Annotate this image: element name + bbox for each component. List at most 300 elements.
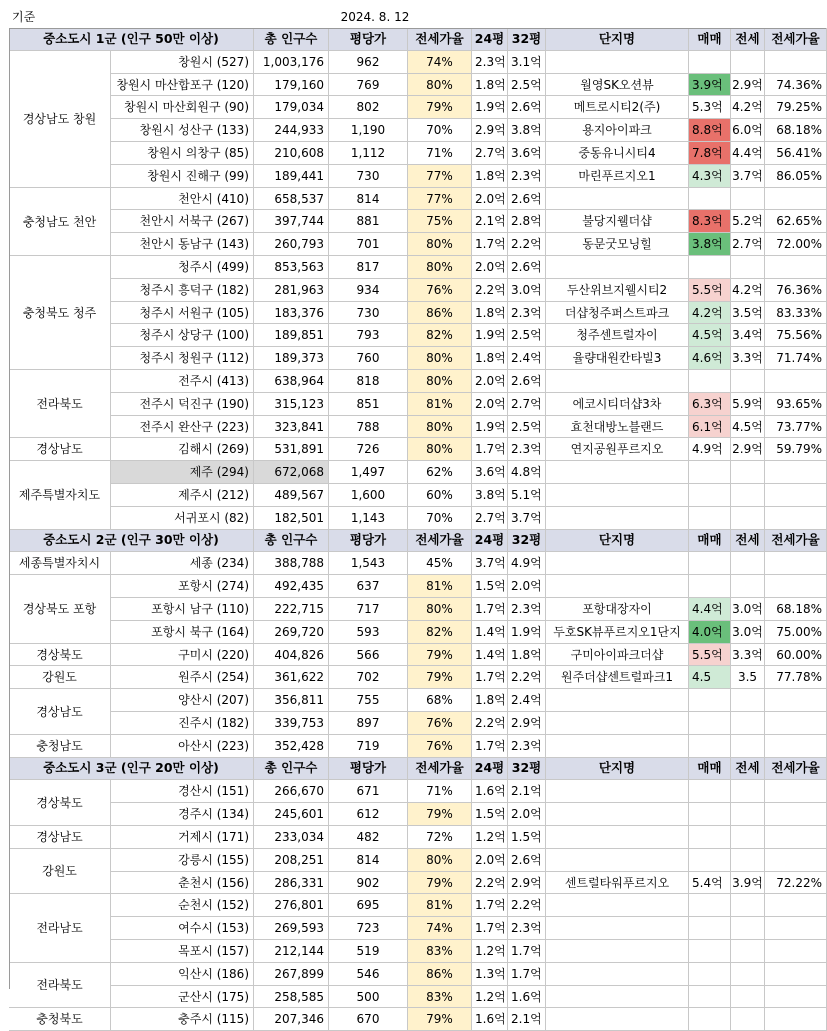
complex-name-cell[interactable]: 포항대장자이 xyxy=(546,598,689,621)
sale-price-cell[interactable] xyxy=(689,552,731,575)
price-24-cell[interactable]: 1.8억 xyxy=(472,302,508,324)
population-cell[interactable]: 182,501 xyxy=(254,507,329,530)
jeonse-ratio-cell[interactable]: 79% xyxy=(408,872,472,894)
complex-ratio-cell[interactable] xyxy=(765,1008,827,1031)
jeonse-price-cell[interactable] xyxy=(731,986,765,1008)
price-per-pyeong-cell[interactable]: 897 xyxy=(329,712,408,735)
complex-name-cell[interactable] xyxy=(546,370,689,393)
header-population[interactable]: 총 인구수 xyxy=(254,530,329,552)
sale-price-cell[interactable] xyxy=(689,894,731,917)
city-cell[interactable]: 순천시 (152) xyxy=(111,894,254,917)
population-cell[interactable]: 189,441 xyxy=(254,165,329,188)
price-32-cell[interactable]: 2.5억 xyxy=(508,324,546,347)
complex-ratio-cell[interactable] xyxy=(765,370,827,393)
population-cell[interactable]: 638,964 xyxy=(254,370,329,393)
jeonse-price-cell[interactable] xyxy=(731,370,765,393)
complex-ratio-cell[interactable] xyxy=(765,803,827,826)
header-complex[interactable]: 단지명 xyxy=(546,758,689,780)
population-cell[interactable]: 286,331 xyxy=(254,872,329,894)
sale-price-cell[interactable]: 3.8억 xyxy=(689,233,731,256)
complex-ratio-cell[interactable] xyxy=(765,507,827,530)
population-cell[interactable]: 1,003,176 xyxy=(254,51,329,74)
price-per-pyeong-cell[interactable]: 730 xyxy=(329,302,408,324)
section-title[interactable]: 중소도시 2군 (인구 30만 이상) xyxy=(9,530,254,552)
sale-price-cell[interactable]: 4.2억 xyxy=(689,302,731,324)
sale-price-cell[interactable] xyxy=(689,575,731,598)
price-per-pyeong-cell[interactable]: 730 xyxy=(329,165,408,188)
population-cell[interactable]: 352,428 xyxy=(254,735,329,758)
complex-name-cell[interactable] xyxy=(546,712,689,735)
price-32-cell[interactable]: 2.2억 xyxy=(508,666,546,689)
price-24-cell[interactable]: 2.7억 xyxy=(472,142,508,165)
price-32-cell[interactable]: 2.0억 xyxy=(508,803,546,826)
header-jeonse-ratio[interactable]: 전세가율 xyxy=(408,530,472,552)
city-cell[interactable]: 제주 (294) xyxy=(111,461,254,484)
sale-price-cell[interactable]: 5.4억 xyxy=(689,872,731,894)
price-24-cell[interactable]: 1.7억 xyxy=(472,233,508,256)
price-per-pyeong-cell[interactable]: 723 xyxy=(329,917,408,940)
price-24-cell[interactable]: 1.6억 xyxy=(472,1008,508,1031)
complex-name-cell[interactable] xyxy=(546,552,689,575)
price-24-cell[interactable]: 1.3억 xyxy=(472,963,508,986)
sale-price-cell[interactable]: 4.9억 xyxy=(689,438,731,461)
price-24-cell[interactable]: 2.0억 xyxy=(472,188,508,210)
population-cell[interactable]: 210,608 xyxy=(254,142,329,165)
price-32-cell[interactable]: 3.7억 xyxy=(508,507,546,530)
price-per-pyeong-cell[interactable]: 519 xyxy=(329,940,408,963)
price-32-cell[interactable]: 1.5억 xyxy=(508,826,546,849)
price-24-cell[interactable]: 1.7억 xyxy=(472,894,508,917)
population-cell[interactable]: 356,811 xyxy=(254,689,329,712)
price-24-cell[interactable]: 2.0억 xyxy=(472,370,508,393)
sale-price-cell[interactable] xyxy=(689,803,731,826)
price-32-cell[interactable]: 3.8억 xyxy=(508,119,546,142)
price-per-pyeong-cell[interactable]: 755 xyxy=(329,689,408,712)
header-population[interactable]: 총 인구수 xyxy=(254,28,329,51)
region-name[interactable]: 전라남도 xyxy=(9,894,111,963)
header-sale[interactable]: 매매 xyxy=(689,28,731,51)
jeonse-price-cell[interactable] xyxy=(731,51,765,74)
sale-price-cell[interactable] xyxy=(689,507,731,530)
price-32-cell[interactable]: 2.8억 xyxy=(508,210,546,233)
complex-ratio-cell[interactable] xyxy=(765,689,827,712)
population-cell[interactable]: 531,891 xyxy=(254,438,329,461)
population-cell[interactable]: 208,251 xyxy=(254,849,329,872)
price-32-cell[interactable]: 2.3억 xyxy=(508,438,546,461)
complex-ratio-cell[interactable]: 74.36% xyxy=(765,74,827,96)
complex-ratio-cell[interactable] xyxy=(765,552,827,575)
price-per-pyeong-cell[interactable]: 760 xyxy=(329,347,408,370)
sale-price-cell[interactable]: 4.0억 xyxy=(689,621,731,644)
jeonse-ratio-cell[interactable]: 81% xyxy=(408,894,472,917)
price-32-cell[interactable]: 2.5억 xyxy=(508,416,546,438)
complex-name-cell[interactable]: 마린푸르지오1 xyxy=(546,165,689,188)
price-24-cell[interactable]: 3.6억 xyxy=(472,461,508,484)
price-per-pyeong-cell[interactable]: 793 xyxy=(329,324,408,347)
complex-name-cell[interactable] xyxy=(546,507,689,530)
region-name[interactable]: 전라북도 xyxy=(9,963,111,1008)
city-cell[interactable]: 포항시 남구 (110) xyxy=(111,598,254,621)
region-name[interactable]: 전라북도 xyxy=(9,370,111,438)
population-cell[interactable]: 492,435 xyxy=(254,575,329,598)
population-cell[interactable]: 361,622 xyxy=(254,666,329,689)
complex-ratio-cell[interactable] xyxy=(765,188,827,210)
city-cell[interactable]: 창원시 마산회원구 (90) xyxy=(111,96,254,119)
city-cell[interactable]: 목포시 (157) xyxy=(111,940,254,963)
complex-name-cell[interactable] xyxy=(546,188,689,210)
price-per-pyeong-cell[interactable]: 1,143 xyxy=(329,507,408,530)
complex-name-cell[interactable]: 더샵청주퍼스트파크 xyxy=(546,302,689,324)
population-cell[interactable]: 269,593 xyxy=(254,917,329,940)
jeonse-ratio-cell[interactable]: 83% xyxy=(408,940,472,963)
price-24-cell[interactable]: 1.7억 xyxy=(472,666,508,689)
city-cell[interactable]: 세종 (234) xyxy=(111,552,254,575)
complex-name-cell[interactable]: 동문굿모닝힐 xyxy=(546,233,689,256)
population-cell[interactable]: 245,601 xyxy=(254,803,329,826)
complex-name-cell[interactable] xyxy=(546,986,689,1008)
city-cell[interactable]: 구미시 (220) xyxy=(111,644,254,666)
price-24-cell[interactable]: 1.9억 xyxy=(472,324,508,347)
sale-price-cell[interactable]: 5.5억 xyxy=(689,279,731,302)
header-complex-ratio[interactable]: 전세가율 xyxy=(765,28,827,51)
region-name[interactable]: 경상북도 포항 xyxy=(9,575,111,644)
jeonse-price-cell[interactable]: 3.5 xyxy=(731,666,765,689)
header-complex-ratio[interactable]: 전세가율 xyxy=(765,758,827,780)
complex-ratio-cell[interactable]: 75.56% xyxy=(765,324,827,347)
complex-name-cell[interactable]: 원주더샵센트럴파크1 xyxy=(546,666,689,689)
price-per-pyeong-cell[interactable]: 637 xyxy=(329,575,408,598)
jeonse-price-cell[interactable] xyxy=(731,894,765,917)
price-32-cell[interactable]: 2.4억 xyxy=(508,689,546,712)
jeonse-ratio-cell[interactable]: 81% xyxy=(408,575,472,598)
section-title[interactable]: 중소도시 3군 (인구 20만 이상) xyxy=(9,758,254,780)
jeonse-ratio-cell[interactable]: 72% xyxy=(408,826,472,849)
city-cell[interactable]: 청주시 흥덕구 (182) xyxy=(111,279,254,302)
price-per-pyeong-cell[interactable]: 1,497 xyxy=(329,461,408,484)
complex-ratio-cell[interactable] xyxy=(765,484,827,507)
jeonse-price-cell[interactable] xyxy=(731,712,765,735)
header-jeonse[interactable]: 전세 xyxy=(731,28,765,51)
region-name[interactable]: 충청남도 천안 xyxy=(9,188,111,256)
complex-name-cell[interactable]: 중동유니시티4 xyxy=(546,142,689,165)
complex-name-cell[interactable]: 용지아이파크 xyxy=(546,119,689,142)
jeonse-ratio-cell[interactable]: 70% xyxy=(408,507,472,530)
jeonse-ratio-cell[interactable]: 82% xyxy=(408,621,472,644)
jeonse-price-cell[interactable]: 4.5억 xyxy=(731,416,765,438)
city-cell[interactable]: 창원시 (527) xyxy=(111,51,254,74)
sale-price-cell[interactable] xyxy=(689,51,731,74)
header-complex-ratio[interactable]: 전세가율 xyxy=(765,530,827,552)
sale-price-cell[interactable] xyxy=(689,780,731,803)
complex-name-cell[interactable] xyxy=(546,803,689,826)
city-cell[interactable]: 청주시 청원구 (112) xyxy=(111,347,254,370)
city-cell[interactable]: 천안시 서북구 (267) xyxy=(111,210,254,233)
jeonse-ratio-cell[interactable]: 80% xyxy=(408,347,472,370)
header-complex[interactable]: 단지명 xyxy=(546,530,689,552)
jeonse-ratio-cell[interactable]: 71% xyxy=(408,142,472,165)
price-24-cell[interactable]: 2.0억 xyxy=(472,393,508,416)
jeonse-price-cell[interactable]: 3.4억 xyxy=(731,324,765,347)
population-cell[interactable]: 266,670 xyxy=(254,780,329,803)
price-24-cell[interactable]: 2.1억 xyxy=(472,210,508,233)
complex-name-cell[interactable] xyxy=(546,461,689,484)
price-32-cell[interactable]: 3.6억 xyxy=(508,142,546,165)
complex-ratio-cell[interactable]: 56.41% xyxy=(765,142,827,165)
complex-ratio-cell[interactable] xyxy=(765,849,827,872)
price-32-cell[interactable]: 2.2억 xyxy=(508,894,546,917)
jeonse-ratio-cell[interactable]: 45% xyxy=(408,552,472,575)
complex-name-cell[interactable]: 두호SK뷰푸르지오1단지 xyxy=(546,621,689,644)
price-32-cell[interactable]: 5.1억 xyxy=(508,484,546,507)
header-p32[interactable]: 32평 xyxy=(508,28,546,51)
price-per-pyeong-cell[interactable]: 814 xyxy=(329,188,408,210)
population-cell[interactable]: 189,851 xyxy=(254,324,329,347)
jeonse-ratio-cell[interactable]: 74% xyxy=(408,51,472,74)
population-cell[interactable]: 233,034 xyxy=(254,826,329,849)
jeonse-ratio-cell[interactable]: 80% xyxy=(408,849,472,872)
price-24-cell[interactable]: 1.4억 xyxy=(472,621,508,644)
jeonse-price-cell[interactable]: 5.9억 xyxy=(731,393,765,416)
sale-price-cell[interactable] xyxy=(689,735,731,758)
price-24-cell[interactable]: 1.6억 xyxy=(472,780,508,803)
jeonse-price-cell[interactable]: 6.0억 xyxy=(731,119,765,142)
jeonse-ratio-cell[interactable]: 71% xyxy=(408,780,472,803)
complex-name-cell[interactable]: 월영SK오션뷰 xyxy=(546,74,689,96)
price-per-pyeong-cell[interactable]: 814 xyxy=(329,849,408,872)
jeonse-ratio-cell[interactable]: 79% xyxy=(408,1008,472,1031)
price-24-cell[interactable]: 2.0억 xyxy=(472,256,508,279)
price-per-pyeong-cell[interactable]: 881 xyxy=(329,210,408,233)
city-cell[interactable]: 거제시 (171) xyxy=(111,826,254,849)
jeonse-ratio-cell[interactable]: 80% xyxy=(408,598,472,621)
price-32-cell[interactable]: 2.6억 xyxy=(508,188,546,210)
city-cell[interactable]: 제주시 (212) xyxy=(111,484,254,507)
region-name[interactable]: 경상남도 xyxy=(9,689,111,735)
sale-price-cell[interactable]: 5.3억 xyxy=(689,96,731,119)
price-per-pyeong-cell[interactable]: 1,112 xyxy=(329,142,408,165)
region-name[interactable]: 경상남도 창원 xyxy=(9,51,111,188)
city-cell[interactable]: 김해시 (269) xyxy=(111,438,254,461)
price-32-cell[interactable]: 2.6억 xyxy=(508,370,546,393)
price-32-cell[interactable]: 2.9억 xyxy=(508,712,546,735)
complex-name-cell[interactable]: 연지공원푸르지오 xyxy=(546,438,689,461)
complex-ratio-cell[interactable] xyxy=(765,51,827,74)
region-name[interactable]: 충청북도 청주 xyxy=(9,256,111,370)
complex-name-cell[interactable] xyxy=(546,894,689,917)
header-p32[interactable]: 32평 xyxy=(508,758,546,780)
city-cell[interactable]: 경산시 (151) xyxy=(111,780,254,803)
jeonse-ratio-cell[interactable]: 77% xyxy=(408,188,472,210)
complex-ratio-cell[interactable]: 83.33% xyxy=(765,302,827,324)
price-per-pyeong-cell[interactable]: 719 xyxy=(329,735,408,758)
jeonse-ratio-cell[interactable]: 82% xyxy=(408,324,472,347)
price-24-cell[interactable]: 1.9억 xyxy=(472,96,508,119)
complex-ratio-cell[interactable] xyxy=(765,963,827,986)
sale-price-cell[interactable] xyxy=(689,849,731,872)
price-per-pyeong-cell[interactable]: 818 xyxy=(329,370,408,393)
price-per-pyeong-cell[interactable]: 546 xyxy=(329,963,408,986)
header-price-per-pyeong[interactable]: 평당가 xyxy=(329,530,408,552)
city-cell[interactable]: 창원시 마산합포구 (120) xyxy=(111,74,254,96)
city-cell[interactable]: 익산시 (186) xyxy=(111,963,254,986)
sale-price-cell[interactable]: 7.8억 xyxy=(689,142,731,165)
price-32-cell[interactable]: 3.0억 xyxy=(508,279,546,302)
complex-name-cell[interactable]: 구미아이파크더샵 xyxy=(546,644,689,666)
complex-ratio-cell[interactable] xyxy=(765,917,827,940)
sale-price-cell[interactable]: 3.9억 xyxy=(689,74,731,96)
price-24-cell[interactable]: 1.2억 xyxy=(472,826,508,849)
city-cell[interactable]: 창원시 의창구 (85) xyxy=(111,142,254,165)
price-per-pyeong-cell[interactable]: 701 xyxy=(329,233,408,256)
jeonse-price-cell[interactable] xyxy=(731,917,765,940)
price-per-pyeong-cell[interactable]: 671 xyxy=(329,780,408,803)
price-32-cell[interactable]: 4.8억 xyxy=(508,461,546,484)
sale-price-cell[interactable] xyxy=(689,712,731,735)
price-24-cell[interactable]: 1.8억 xyxy=(472,74,508,96)
city-cell[interactable]: 서귀포시 (82) xyxy=(111,507,254,530)
population-cell[interactable]: 258,585 xyxy=(254,986,329,1008)
complex-ratio-cell[interactable] xyxy=(765,940,827,963)
sale-price-cell[interactable] xyxy=(689,963,731,986)
complex-ratio-cell[interactable]: 77.78% xyxy=(765,666,827,689)
sale-price-cell[interactable] xyxy=(689,370,731,393)
price-32-cell[interactable]: 1.6억 xyxy=(508,986,546,1008)
complex-ratio-cell[interactable]: 72.22% xyxy=(765,872,827,894)
price-per-pyeong-cell[interactable]: 500 xyxy=(329,986,408,1008)
city-cell[interactable]: 군산시 (175) xyxy=(111,986,254,1008)
sale-price-cell[interactable] xyxy=(689,1008,731,1031)
price-32-cell[interactable]: 2.2억 xyxy=(508,233,546,256)
price-32-cell[interactable]: 2.7억 xyxy=(508,393,546,416)
header-complex[interactable]: 단지명 xyxy=(546,28,689,51)
region-name[interactable]: 경상북도 xyxy=(9,644,111,666)
price-24-cell[interactable]: 1.5억 xyxy=(472,803,508,826)
price-per-pyeong-cell[interactable]: 702 xyxy=(329,666,408,689)
jeonse-ratio-cell[interactable]: 76% xyxy=(408,735,472,758)
price-24-cell[interactable]: 1.7억 xyxy=(472,598,508,621)
complex-ratio-cell[interactable]: 75.00% xyxy=(765,621,827,644)
jeonse-price-cell[interactable]: 3.9억 xyxy=(731,872,765,894)
jeonse-price-cell[interactable]: 3.0억 xyxy=(731,621,765,644)
complex-name-cell[interactable] xyxy=(546,575,689,598)
header-jeonse-ratio[interactable]: 전세가율 xyxy=(408,28,472,51)
sale-price-cell[interactable] xyxy=(689,484,731,507)
complex-name-cell[interactable] xyxy=(546,940,689,963)
sale-price-cell[interactable] xyxy=(689,826,731,849)
price-32-cell[interactable]: 2.6억 xyxy=(508,256,546,279)
jeonse-ratio-cell[interactable]: 76% xyxy=(408,279,472,302)
city-cell[interactable]: 전주시 (413) xyxy=(111,370,254,393)
population-cell[interactable]: 260,793 xyxy=(254,233,329,256)
sale-price-cell[interactable] xyxy=(689,986,731,1008)
city-cell[interactable]: 경주시 (134) xyxy=(111,803,254,826)
complex-ratio-cell[interactable]: 73.77% xyxy=(765,416,827,438)
complex-ratio-cell[interactable] xyxy=(765,986,827,1008)
price-per-pyeong-cell[interactable]: 593 xyxy=(329,621,408,644)
price-32-cell[interactable]: 2.3억 xyxy=(508,917,546,940)
population-cell[interactable]: 339,753 xyxy=(254,712,329,735)
sale-price-cell[interactable] xyxy=(689,940,731,963)
region-name[interactable]: 충청남도 xyxy=(9,735,111,758)
jeonse-price-cell[interactable] xyxy=(731,735,765,758)
population-cell[interactable]: 323,841 xyxy=(254,416,329,438)
jeonse-ratio-cell[interactable]: 86% xyxy=(408,963,472,986)
jeonse-ratio-cell[interactable]: 79% xyxy=(408,644,472,666)
population-cell[interactable]: 315,123 xyxy=(254,393,329,416)
complex-name-cell[interactable] xyxy=(546,484,689,507)
price-per-pyeong-cell[interactable]: 788 xyxy=(329,416,408,438)
price-per-pyeong-cell[interactable]: 1,600 xyxy=(329,484,408,507)
complex-name-cell[interactable] xyxy=(546,826,689,849)
jeonse-ratio-cell[interactable]: 80% xyxy=(408,74,472,96)
complex-ratio-cell[interactable] xyxy=(765,894,827,917)
complex-ratio-cell[interactable] xyxy=(765,780,827,803)
price-24-cell[interactable]: 1.4억 xyxy=(472,644,508,666)
complex-ratio-cell[interactable]: 79.25% xyxy=(765,96,827,119)
jeonse-ratio-cell[interactable]: 77% xyxy=(408,165,472,188)
jeonse-price-cell[interactable]: 3.0억 xyxy=(731,598,765,621)
complex-ratio-cell[interactable] xyxy=(765,735,827,758)
jeonse-price-cell[interactable]: 4.2억 xyxy=(731,96,765,119)
sale-price-cell[interactable] xyxy=(689,461,731,484)
price-32-cell[interactable]: 2.3억 xyxy=(508,735,546,758)
header-price-per-pyeong[interactable]: 평당가 xyxy=(329,28,408,51)
sale-price-cell[interactable] xyxy=(689,917,731,940)
region-name[interactable]: 경상남도 xyxy=(9,826,111,849)
jeonse-ratio-cell[interactable]: 74% xyxy=(408,917,472,940)
jeonse-price-cell[interactable]: 2.9억 xyxy=(731,74,765,96)
price-24-cell[interactable]: 1.8억 xyxy=(472,689,508,712)
price-per-pyeong-cell[interactable]: 717 xyxy=(329,598,408,621)
price-32-cell[interactable]: 2.1억 xyxy=(508,780,546,803)
region-name[interactable]: 세종특별자치시 xyxy=(9,552,111,575)
header-sale[interactable]: 매매 xyxy=(689,758,731,780)
jeonse-ratio-cell[interactable]: 81% xyxy=(408,393,472,416)
population-cell[interactable]: 658,537 xyxy=(254,188,329,210)
jeonse-ratio-cell[interactable]: 80% xyxy=(408,416,472,438)
complex-ratio-cell[interactable]: 68.18% xyxy=(765,598,827,621)
price-24-cell[interactable]: 2.7억 xyxy=(472,507,508,530)
price-per-pyeong-cell[interactable]: 817 xyxy=(329,256,408,279)
complex-name-cell[interactable] xyxy=(546,689,689,712)
jeonse-ratio-cell[interactable]: 62% xyxy=(408,461,472,484)
jeonse-price-cell[interactable] xyxy=(731,552,765,575)
price-32-cell[interactable]: 2.4억 xyxy=(508,347,546,370)
jeonse-price-cell[interactable]: 3.5억 xyxy=(731,302,765,324)
jeonse-price-cell[interactable]: 4.2억 xyxy=(731,279,765,302)
price-per-pyeong-cell[interactable]: 851 xyxy=(329,393,408,416)
price-24-cell[interactable]: 3.8억 xyxy=(472,484,508,507)
jeonse-price-cell[interactable] xyxy=(731,849,765,872)
sale-price-cell[interactable]: 8.3억 xyxy=(689,210,731,233)
city-cell[interactable]: 창원시 진해구 (99) xyxy=(111,165,254,188)
city-cell[interactable]: 아산시 (223) xyxy=(111,735,254,758)
jeonse-ratio-cell[interactable]: 80% xyxy=(408,233,472,256)
jeonse-price-cell[interactable] xyxy=(731,963,765,986)
city-cell[interactable]: 춘천시 (156) xyxy=(111,872,254,894)
price-24-cell[interactable]: 1.8억 xyxy=(472,347,508,370)
section-title[interactable]: 중소도시 1군 (인구 50만 이상) xyxy=(9,28,254,51)
complex-name-cell[interactable]: 효천대방노블랜드 xyxy=(546,416,689,438)
complex-name-cell[interactable]: 메트로시티2(주) xyxy=(546,96,689,119)
price-32-cell[interactable]: 4.9억 xyxy=(508,552,546,575)
city-cell[interactable]: 포항시 북구 (164) xyxy=(111,621,254,644)
jeonse-price-cell[interactable]: 3.7억 xyxy=(731,165,765,188)
city-cell[interactable]: 진주시 (182) xyxy=(111,712,254,735)
city-cell[interactable]: 여수시 (153) xyxy=(111,917,254,940)
price-32-cell[interactable]: 3.1억 xyxy=(508,51,546,74)
price-per-pyeong-cell[interactable]: 802 xyxy=(329,96,408,119)
